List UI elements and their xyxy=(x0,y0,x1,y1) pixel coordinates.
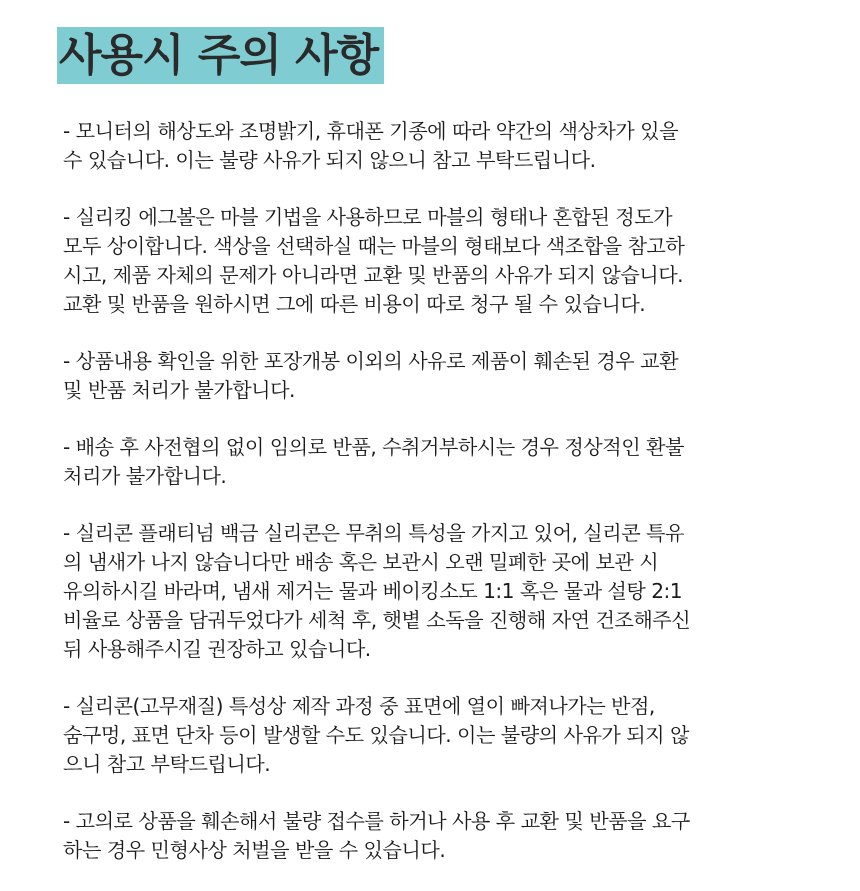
notice-line: - 고의로 상품을 훼손해서 불량 접수를 하거나 사용 후 교환 및 반품을 요구 xyxy=(63,809,690,833)
notice-item-intentional-damage xyxy=(63,807,803,865)
notice-line: 모두 상이합니다. 색상을 선택하실 때는 마블의 형태보다 색조합을 참고하 xyxy=(63,234,685,258)
notice-line: - 상품내용 확인을 위한 포장개봉 이외의 사유로 제품이 훼손된 경우 교환 xyxy=(63,349,679,373)
notice-line: - 실리콘 플래티넘 백금 실리콘은 무취의 특성을 가지고 있어, 실리콘 특유 xyxy=(63,521,684,545)
notice-line: 으니 참고 부탁드립니다. xyxy=(63,752,271,776)
page-title: 사용시 주의 사항 xyxy=(59,29,379,81)
notice-line: - 실리킹 에그볼은 마블 기법을 사용하므로 마블의 형태나 혼합된 정도가 xyxy=(63,205,673,229)
notice-item-monitor-color xyxy=(63,117,803,175)
notice-list xyxy=(63,117,803,865)
title-highlight xyxy=(57,27,384,84)
notice-line: 뒤 사용해주시길 권장하고 있습니다. xyxy=(63,637,371,661)
notice-item-package-opening xyxy=(63,347,803,405)
notice-line: 처리가 불가합니다. xyxy=(63,464,227,488)
notice-item-surface-defects xyxy=(63,692,803,779)
notice-line: 숨구멍, 표면 단차 등이 발생할 수도 있습니다. 이는 불량의 사유가 되지 않 xyxy=(63,723,689,747)
notice-line: 교환 및 반품을 원하시면 그에 따른 비용이 따로 청구 될 수 있습니다. xyxy=(63,292,646,316)
notice-line: - 배송 후 사전협의 없이 임의로 반품, 수취거부하시는 경우 정상적인 환불 xyxy=(63,435,684,459)
notice-line: - 모니터의 해상도와 조명밝기, 휴대폰 기종에 따라 약간의 색상차가 있을 xyxy=(63,119,679,143)
notice-item-silicone-odor xyxy=(63,519,803,664)
notice-line: 유의하시길 바라며, 냄새 제거는 물과 베이킹소도 1:1 혹은 물과 설탕 2:1 xyxy=(63,579,683,603)
notice-line: 의 냄새가 나지 않습니다만 배송 혹은 보관시 오랜 밀폐한 곳에 보관 시 xyxy=(63,550,659,574)
notice-item-marble-pattern xyxy=(63,203,803,319)
notice-line: 하는 경우 민형사상 처벌을 받을 수 있습니다. xyxy=(63,838,446,862)
notice-line: 비율로 상품을 담궈두었다가 세척 후, 햇볕 소독을 진행해 자연 건조해주신 xyxy=(63,608,691,632)
notice-line: 수 있습니다. 이는 불량 사유가 되지 않으니 참고 부탁드립니다. xyxy=(63,148,596,172)
notice-item-unauthorized-return xyxy=(63,433,803,491)
notice-line: 및 반품 처리가 불가합니다. xyxy=(63,378,295,402)
notice-line: 시고, 제품 자체의 문제가 아니라면 교환 및 반품의 사유가 되지 않습니다. xyxy=(63,263,684,287)
notice-line: - 실리콘(고무재질) 특성상 제작 과정 중 표면에 열이 빠져나가는 반점, xyxy=(63,694,655,718)
